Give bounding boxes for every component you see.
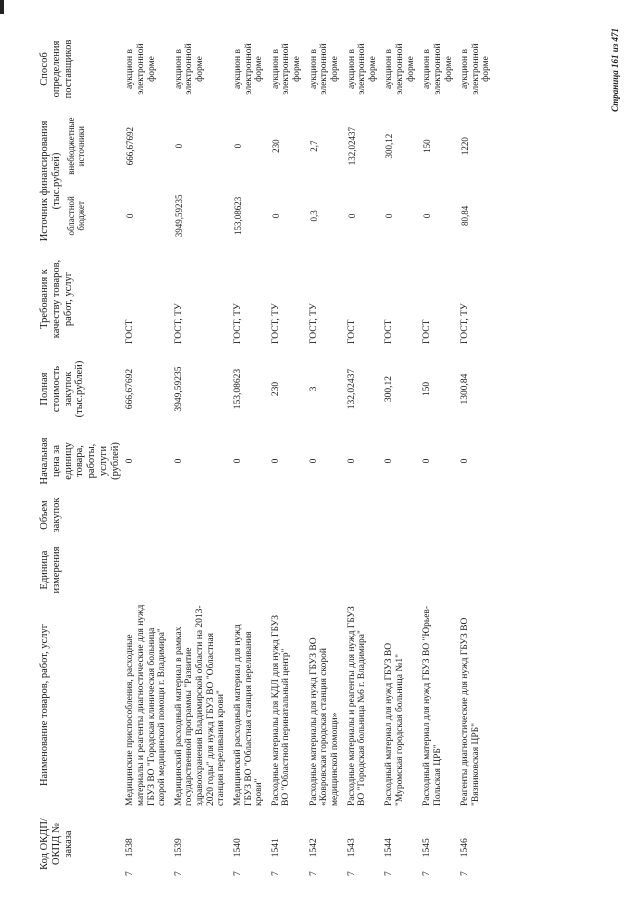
kod-code: 7 [384,871,395,876]
start-price-cell: 0 [308,458,319,464]
requirements-cell: ГОСТ [384,319,395,344]
source-cell [421,111,455,251]
full-cost-cell: 1300,84 [460,373,471,405]
full-cost-cell: 666,67692 [125,368,136,410]
full-cost-cell: 3949,59235 [173,366,184,412]
regional-budget-value: 0 [384,213,395,219]
unit-cell [459,539,493,601]
kod-cell [173,809,228,879]
kod-code: 7 [422,871,433,876]
source-cell [346,111,380,251]
volume-cell [459,491,493,539]
header-name: Наименование товаров, работ, услуг [39,623,50,787]
extra-budget-value: 2,7 [308,140,319,152]
header-source-extra: внебюджетные источники [65,117,86,175]
table-row [346,27,380,879]
start-price-cell: 0 [460,458,471,464]
regional-budget-value: 153,08623 [232,196,243,235]
order-number: 1540 [232,838,243,858]
volume-cell [421,491,455,539]
volume-cell [383,491,417,539]
requirements-cell: ГОСТ [422,319,433,344]
order-number: 1545 [422,838,433,858]
kod-cell [421,809,455,879]
source-cell [459,111,493,251]
unit-cell [421,539,455,601]
table-row [421,27,455,879]
full-cost-cell: 300,12 [384,375,395,403]
item-name: Расходные материалы для КДЛ для нужд ГБУЗ ВО "Областной перинатальный центр" [270,615,292,806]
header-source-title: Источник финансирования (тыс.рублей) [39,120,62,242]
full-cost-cell: 230 [270,381,281,397]
unit-cell [173,539,228,601]
extra-budget-value: 150 [422,139,433,153]
kod-cell [232,809,266,879]
order-number: 1546 [460,838,471,858]
start-price-cell: 0 [125,458,136,464]
header-source [38,111,124,251]
page-footer: Страница 161 из 471 [610,28,620,112]
start-price-cell: 0 [384,458,395,464]
method-cell: аукцион в электронной форме [232,43,265,95]
source-cell [308,111,342,251]
start-price-cell: 0 [232,458,243,464]
kod-code: 7 [125,871,136,876]
requirements-cell: ГОСТ [346,319,357,344]
method-cell: аукцион в электронной форме [270,43,302,95]
source-cell [270,111,304,251]
volume-cell [173,491,228,539]
unit-cell [346,539,380,601]
start-price-cell: 0 [422,458,433,464]
regional-budget-value: 0,3 [308,210,319,222]
header-requirements: Требования к качеству товаров, работ, услуг [39,259,74,339]
table-row [173,27,228,879]
kod-code: 7 [173,871,184,876]
header-kod: Код ОКДП/ ОКПД № заказа [39,818,74,870]
table-row [124,27,169,879]
kod-cell [459,809,493,879]
unit-cell [308,539,342,601]
unit-cell [124,539,169,601]
method-cell: аукцион в электронной форме [346,43,378,95]
order-number: 1539 [173,838,184,858]
item-name: Медицинский расходный материал в рамках государственной программы "Развитие здравоохранения Владимирской области на 2013-2020 годы" для нужд ГБУЗ ВО "Областная станция переливания крови" [173,605,227,806]
requirements-cell: ГОСТ, ТУ [460,303,471,344]
requirements-cell: ГОСТ [125,319,136,344]
order-number: 1538 [125,838,136,858]
item-name: Медицинский расходный материал для нужд ГБУЗ ВО "Областная станция переливания крови" [232,624,265,806]
item-name: Расходные материалы для нужд ГБУЗ ВО «Ковровская городская станция скорой медицинской помощи» [308,637,340,806]
item-name: Расходный материал для нужд ГБУЗ ВО "Юрьев-Польская ЦРБ" [422,605,443,806]
full-cost-cell: 150 [422,381,433,397]
table-row [270,27,304,879]
regional-budget-value: 0 [270,213,281,219]
start-price-cell: 0 [173,458,184,464]
order-number: 1542 [308,838,319,858]
regional-budget-value: 0 [125,213,136,219]
volume-cell [270,491,304,539]
order-number: 1541 [270,838,281,858]
item-name: Расходный материал для нужд ГБУЗ ВО "Муромская городская больница №1" [384,642,405,806]
table-row [232,27,266,879]
extra-budget-value: 0 [232,143,243,149]
row-spacer [493,27,497,879]
order-number: 1543 [346,838,357,858]
method-cell: аукцион в электронной форме [460,43,492,95]
kod-cell [308,809,342,879]
kod-cell [383,809,417,879]
item-name: Медицинские приспособления, расходные материалы и реагенты диагностические для нужд ГБУЗ ВО "Городская клиническая больница скорой медицинской помощи г. Владимира" [125,604,168,806]
item-name: Расходные материалы и реагенты для нужд ГБУЗ ВО "Городская больница №6 г. Владимира" [346,606,368,806]
full-cost-cell: 153,08623 [232,368,243,410]
volume-cell [346,491,380,539]
header-unit: Единица измерения [39,546,62,594]
table-row [383,27,417,879]
extra-budget-value: 132,02437 [346,127,357,166]
method-cell: аукцион в электронной форме [125,43,157,95]
order-number: 1544 [384,838,395,858]
start-price-cell: 0 [270,458,281,464]
method-cell: аукцион в электронной форме [173,43,205,95]
kod-code: 7 [270,871,281,876]
requirements-cell: ГОСТ, ТУ [308,303,319,344]
volume-cell [308,491,342,539]
item-name: Реагенты диагностические для нужд ГБУЗ ВО "Вязниковская ЦРБ" [460,617,481,806]
regional-budget-value: 0 [346,213,357,219]
kod-code: 7 [308,871,319,876]
kod-code: 7 [460,871,471,876]
kod-cell [346,809,380,879]
volume-cell [124,491,169,539]
source-cell [173,111,228,251]
extra-budget-value: 1220 [460,137,471,156]
regional-budget-value: 3949,59235 [173,194,184,238]
extra-budget-value: 230 [270,139,281,153]
unit-cell [383,539,417,601]
header-source-regional: областной бюджет [65,196,86,236]
unit-cell [232,539,266,601]
source-cell [383,111,417,251]
full-cost-cell: 3 [308,386,319,392]
scan-mark [0,0,4,14]
table-row [308,27,342,879]
regional-budget-value: 0 [422,213,433,219]
extra-budget-value: 0 [173,143,184,149]
header-start-price: Начальная цена за единицу товара, работы, услуги (рублей) [39,437,121,485]
header-volume: Объем закупок [39,497,62,533]
kod-cell [124,809,169,879]
table-row [459,27,493,879]
start-price-cell: 0 [346,458,357,464]
table-header-row [38,27,124,879]
volume-cell [232,491,266,539]
method-cell: аукцион в электронной форме [422,43,454,95]
method-cell: аукцион в электронной форме [308,43,340,95]
kod-code: 7 [232,871,243,876]
source-cell [232,111,266,251]
header-full-cost: Полная стоимость закупок (тыс.рублей) [39,360,86,418]
source-cell [124,111,169,251]
extra-budget-value: 300,12 [384,133,395,159]
requirements-cell: ГОСТ, ТУ [270,303,281,344]
extra-budget-value: 666,67692 [125,127,136,166]
header-method: Способ определения поставщиков [39,39,74,99]
regional-budget-value: 80,84 [460,205,471,226]
kod-cell [270,809,304,879]
requirements-cell: ГОСТ, ТУ [173,303,184,344]
unit-cell [270,539,304,601]
full-cost-cell: 132,02437 [346,368,357,410]
procurement-table [38,27,497,879]
requirements-cell: ГОСТ, ТУ [232,303,243,344]
kod-code: 7 [346,871,357,876]
method-cell: аукцион в электронной форме [384,43,416,95]
